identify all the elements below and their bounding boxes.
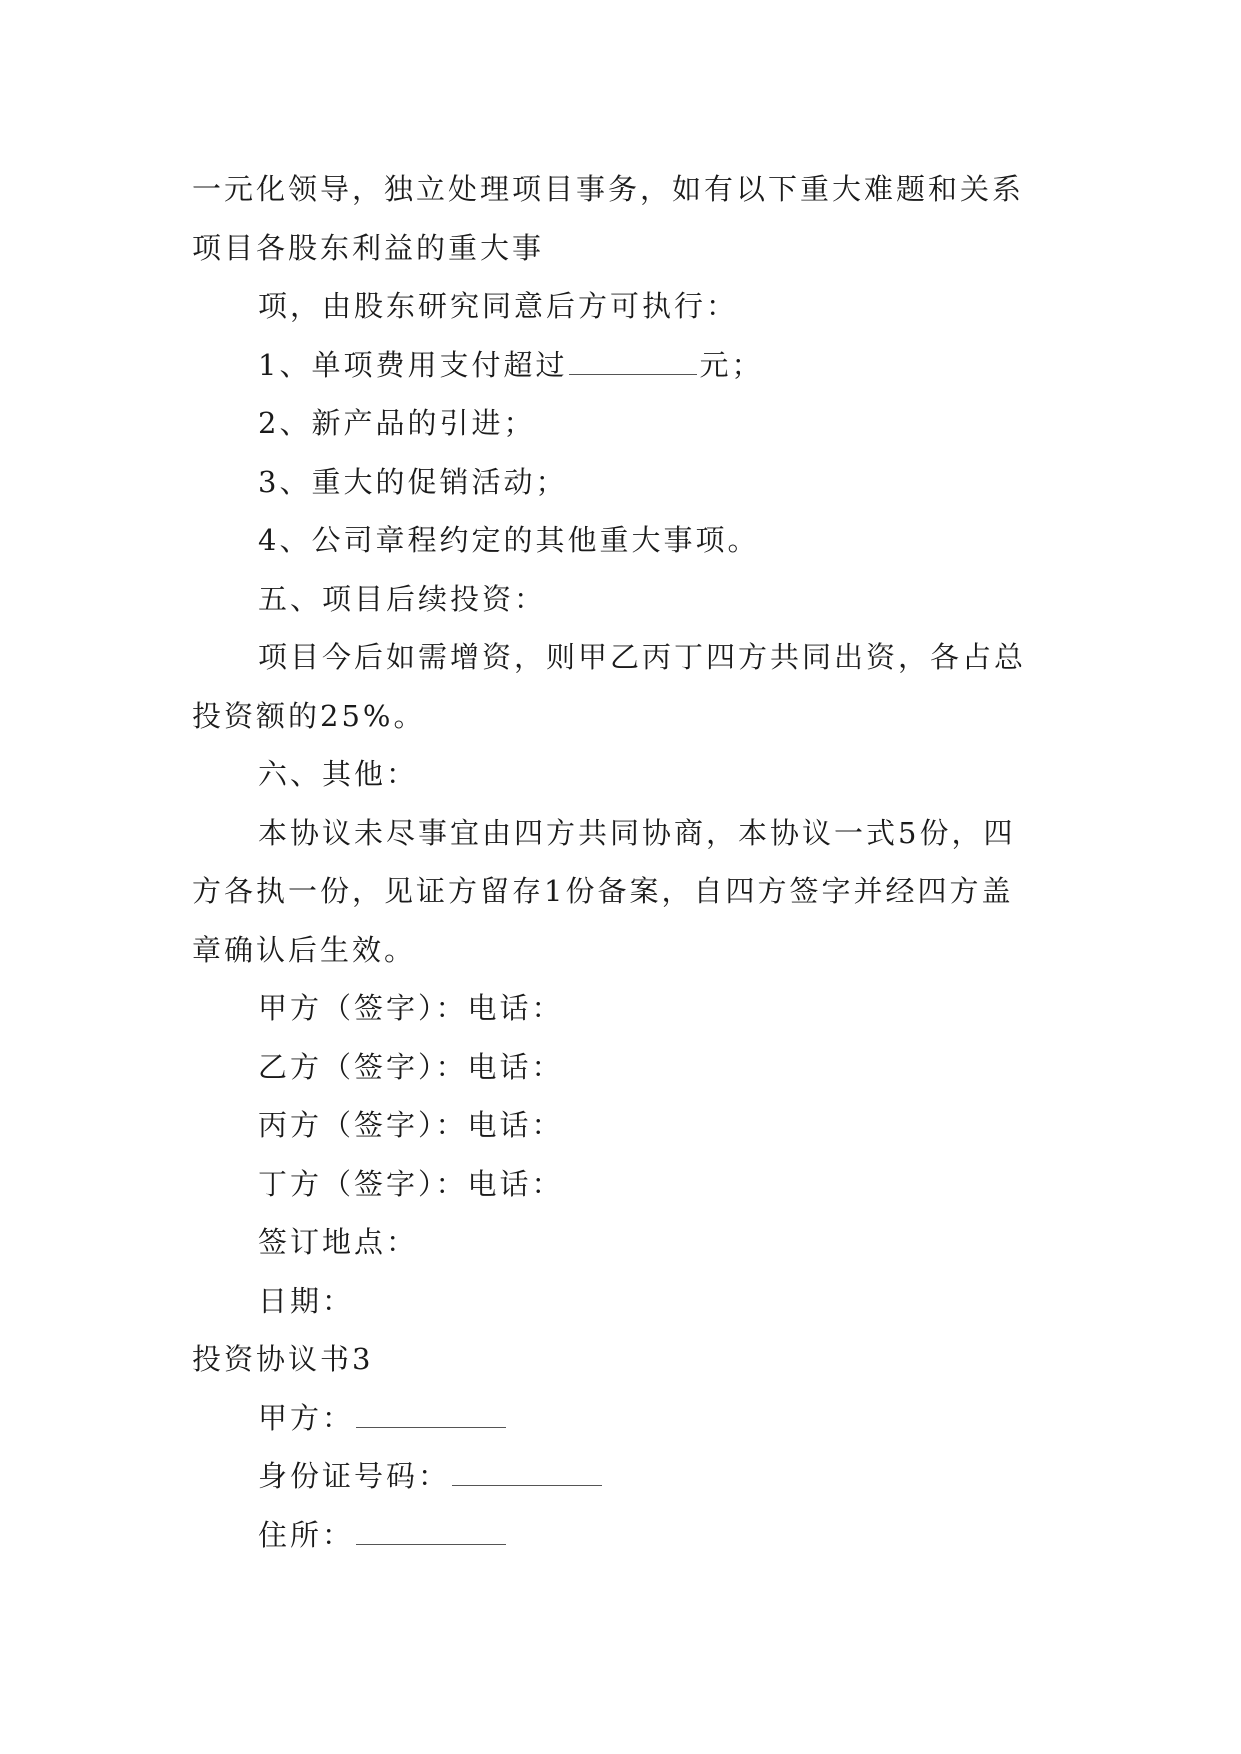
item1-prefix: 1、单项费用支付超过 [258,347,568,382]
signature-line-party-b: 乙方（签字）：电话： [258,1049,564,1084]
party-a-label: 甲方： [258,1400,355,1435]
signature-line-party-d: 丁方（签字）：电话： [258,1166,564,1201]
party-a-blank [356,1391,506,1428]
id-number-label: 身份证号码： [258,1459,451,1493]
paragraph-line: 方各执一份，见证方留存1份备案，自四方签字并经四方盖 [192,874,1014,908]
item1-suffix: 元； [699,347,764,382]
paragraph-line: 投资额的25%。 [192,698,426,733]
list-item-expense-limit [192,336,1052,395]
id-number-blank [452,1449,602,1486]
signature-line-party-c: 丙方（签字）：电话： [258,1108,564,1142]
id-number-field [192,1447,1052,1506]
document-title: 投资协议书3 [192,1342,374,1376]
paragraph-line: 一元化领导，独立处理项目事务，如有以下重大难题和关系 [192,172,1025,206]
signing-place: 签订地点： [258,1225,419,1259]
paragraph-line: 项目今后如需增资，则甲乙丙丁四方共同出资，各占总 [258,640,1027,674]
list-item: 3、重大的促销活动； [258,464,568,499]
paragraph-line: 项，由股东研究同意后方可执行： [258,289,739,323]
paragraph-line: 章确认后生效。 [192,932,417,967]
document-body [192,160,1052,1564]
list-item: 2、新产品的引进； [258,406,536,440]
amount-blank [569,338,697,375]
signature-line-party-a: 甲方（签字）：电话： [258,991,564,1025]
address-field [192,1506,1052,1565]
section-heading: 六、其他： [258,757,419,791]
party-a-field [192,1389,1052,1448]
section-heading: 五、项目后续投资： [258,581,547,616]
paragraph-line: 本协议未尽事宜由四方共同协商，本协议一式5份，四 [258,815,1016,850]
list-item: 4、公司章程约定的其他重大事项。 [258,523,760,557]
address-label: 住所： [258,1517,355,1552]
address-blank [356,1508,506,1545]
paragraph-line: 项目各股东利益的重大事 [192,230,545,265]
signing-date: 日期： [258,1283,355,1318]
